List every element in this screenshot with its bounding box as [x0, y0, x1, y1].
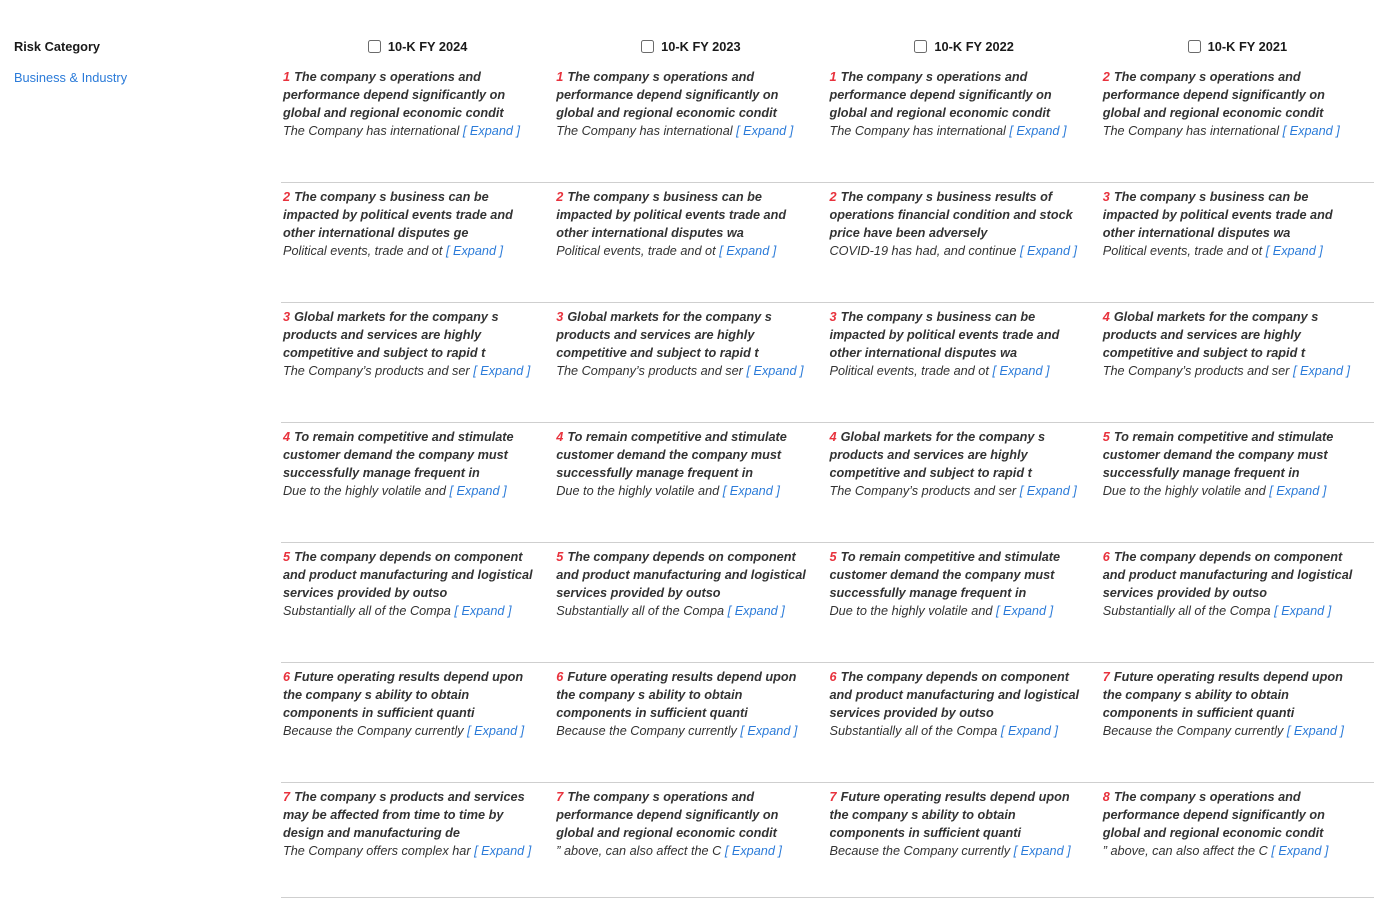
risk-factor-title — [283, 428, 541, 482]
risk-factor-title-text: To remain competitive and stimulate customer demand the company must successfully manage frequent in — [1102, 430, 1334, 480]
expand-link[interactable]: [ Expand ] — [722, 484, 780, 498]
risk-factor-title — [1103, 428, 1361, 482]
expand-link[interactable]: [ Expand ] — [467, 724, 525, 738]
risk-factor-title — [1103, 68, 1361, 122]
expand-link[interactable]: [ Expand ] — [474, 844, 532, 858]
risk-factor-number: 1 — [283, 70, 291, 84]
risk-factor-title-text: Future operating results depend upon the company s ability to obtain components in sufficient quanti — [556, 670, 797, 720]
risk-factor-title-text: Global markets for the company s products and services are highly competitive and subject to rapid t — [556, 310, 772, 360]
risk-factor-title-text: The company s products and services may be affected from time to time by design and manufacturing de — [283, 790, 525, 840]
risk-factor-cell — [1101, 663, 1374, 782]
risk-factor-snippet — [283, 722, 541, 740]
risk-factor-snippet — [556, 842, 814, 860]
risk-factor-number: 4 — [829, 430, 837, 444]
expand-link[interactable]: [ Expand ] — [1292, 364, 1351, 378]
risk-factor-title-text: The company s business can be impacted by political events trade and other international disputes wa — [556, 190, 787, 240]
risk-factor-title-text: Global markets for the company s products and services are highly competitive and subject to rapid t — [829, 430, 1046, 480]
risk-factor-cell — [1101, 303, 1374, 422]
risk-factor-snippet-text: Political events, trade and ot — [1102, 244, 1263, 258]
risk-factor-title-text: The company s operations and performance depend significantly on global and regional economic condit — [283, 70, 506, 120]
expand-link[interactable]: [ Expand ] — [746, 364, 804, 378]
risk-factor-snippet — [830, 242, 1088, 260]
risk-factor-number: 1 — [556, 70, 564, 84]
risk-factor-snippet-text: Because the Company currently — [283, 724, 464, 738]
expand-link[interactable]: [ Expand ] — [1271, 844, 1329, 858]
expand-link[interactable]: [ Expand ] — [454, 604, 512, 618]
risk-factor-number: 2 — [283, 190, 291, 204]
risk-factor-title — [1103, 188, 1361, 242]
risk-factor-snippet — [556, 362, 814, 380]
risk-factor-number: 6 — [1102, 550, 1110, 564]
risk-factor-snippet — [283, 842, 541, 860]
risk-factor-title-text: Global markets for the company s products and services are highly competitive and subject to rapid t — [283, 310, 499, 360]
expand-link[interactable]: [ Expand ] — [724, 844, 782, 858]
risk-factor-title-text: The company s operations and performance depend significantly on global and regional economic condit — [1102, 70, 1325, 120]
risk-factor-number: 4 — [556, 430, 564, 444]
risk-factor-snippet-text: Substantially all of the Compa — [829, 724, 998, 738]
risk-factor-number: 7 — [829, 790, 837, 804]
expand-link[interactable]: [ Expand ] — [1009, 124, 1067, 138]
risk-factor-snippet-text: The Company’s products and ser — [283, 364, 470, 378]
risk-factor-snippet-text: COVID-19 has had, and continue — [829, 244, 1017, 258]
risk-factor-number: 6 — [829, 670, 837, 684]
risk-factor-cell — [281, 423, 554, 542]
risk-factor-snippet — [283, 122, 541, 140]
risk-factor-cell — [1101, 543, 1374, 662]
risk-factor-title — [283, 68, 541, 122]
risk-factor-number: 4 — [283, 430, 291, 444]
risk-factor-cell — [828, 183, 1101, 302]
risk-factor-title — [556, 308, 814, 362]
risk-factor-cell — [554, 783, 827, 897]
column-header-fy2021 — [1101, 36, 1374, 63]
risk-factor-title — [556, 548, 814, 602]
risk-factor-title-text: The company s business can be impacted by political events trade and other international disputes ge — [283, 190, 513, 240]
risk-factor-snippet — [830, 482, 1088, 500]
risk-factor-cell — [554, 303, 827, 422]
risk-factor-number: 3 — [283, 310, 291, 324]
risk-factor-title — [283, 188, 541, 242]
expand-link[interactable]: [ Expand ] — [1265, 244, 1323, 258]
risk-factor-title-text: The company s business can be impacted by political events trade and other international disputes wa — [1102, 190, 1333, 240]
expand-link[interactable]: [ Expand ] — [462, 124, 520, 138]
risk-factor-title-text: The company s operations and performance depend significantly on global and regional economic condit — [556, 70, 779, 120]
risk-factor-number: 3 — [1102, 190, 1110, 204]
risk-factor-snippet — [1103, 722, 1361, 740]
risk-factor-number: 8 — [1102, 790, 1110, 804]
risk-factor-title-text: The company s operations and performance depend significantly on global and regional economic condit — [1102, 790, 1325, 840]
column-header-fy2023 — [554, 36, 827, 63]
expand-link[interactable]: [ Expand ] — [727, 604, 785, 618]
expand-link[interactable]: [ Expand ] — [449, 484, 507, 498]
risk-category-heading: Risk Category — [14, 39, 101, 54]
risk-factor-snippet-text: ” above, can also affect the C — [1102, 844, 1268, 858]
risk-factor-number: 2 — [1102, 70, 1110, 84]
risk-factor-snippet — [556, 242, 814, 260]
risk-factor-snippet — [1103, 602, 1361, 620]
risk-factor-number: 7 — [283, 790, 291, 804]
risk-factor-title-text: Global markets for the company s products and services are highly competitive and subject to rapid t — [1102, 310, 1319, 360]
risk-factor-number: 3 — [829, 310, 837, 324]
risk-comparison-grid — [281, 36, 1374, 898]
risk-factor-snippet-text: The Company has international — [1102, 124, 1280, 138]
risk-factor-cell — [554, 183, 827, 302]
expand-link[interactable]: [ Expand ] — [995, 604, 1054, 618]
risk-factor-snippet — [830, 842, 1088, 860]
risk-factor-snippet — [556, 122, 814, 140]
column-header-fy2022 — [828, 36, 1101, 63]
risk-factor-title — [830, 188, 1088, 242]
risk-factor-title-text: The company s operations and performance depend significantly on global and regional economic condit — [556, 790, 779, 840]
risk-factor-title-text: The company s business results of operations financial condition and stock price have been adversely — [829, 190, 1073, 240]
risk-factor-snippet-text: Due to the highly volatile and — [283, 484, 446, 498]
risk-factor-snippet — [283, 242, 541, 260]
risk-factor-number: 4 — [1102, 310, 1110, 324]
risk-factor-snippet-text: The Company offers complex har — [283, 844, 471, 858]
risk-factor-title — [283, 308, 541, 362]
risk-factor-title — [1103, 788, 1361, 842]
grid-header — [281, 36, 1374, 63]
risk-factor-title-text: The company s operations and performance depend significantly on global and regional economic condit — [829, 70, 1052, 120]
risk-factor-snippet — [1103, 362, 1361, 380]
risk-factor-title — [556, 788, 814, 842]
risk-factor-snippet — [1103, 242, 1361, 260]
expand-link[interactable]: [ Expand ] — [736, 124, 794, 138]
expand-link[interactable]: [ Expand ] — [1286, 724, 1344, 738]
risk-factor-title — [830, 428, 1088, 482]
risk-factor-number: 3 — [556, 310, 564, 324]
risk-factor-title-text: Future operating results depend upon the company s ability to obtain components in sufficient quanti — [829, 790, 1070, 840]
fy2024-checkbox[interactable] — [368, 40, 381, 53]
risk-factor-cell — [1101, 183, 1374, 302]
risk-factor-cell — [554, 543, 827, 662]
expand-link[interactable]: [ Expand ] — [473, 364, 531, 378]
risk-factor-snippet — [830, 362, 1088, 380]
risk-factor-title — [556, 428, 814, 482]
risk-factor-number: 6 — [556, 670, 564, 684]
risk-factor-number: 2 — [829, 190, 837, 204]
risk-factor-title-text: The company s business can be impacted by political events trade and other international disputes wa — [829, 310, 1060, 360]
risk-factor-snippet-text: Political events, trade and ot — [283, 244, 443, 258]
risk-factor-cell — [281, 183, 554, 302]
risk-factor-snippet-text: Due to the highly volatile and — [829, 604, 993, 618]
risk-factor-title — [830, 68, 1088, 122]
risk-factor-snippet-text: The Company has international — [556, 124, 733, 138]
risk-factor-title — [283, 668, 541, 722]
risk-factor-number: 7 — [556, 790, 564, 804]
risk-factor-cell — [554, 63, 827, 182]
risk-factor-snippet — [556, 722, 814, 740]
risk-factor-cell — [281, 783, 554, 897]
risk-factor-cell — [281, 663, 554, 782]
risk-factor-snippet — [283, 362, 541, 380]
risk-factor-snippet — [1103, 482, 1361, 500]
risk-factor-title — [830, 548, 1088, 602]
risk-row — [281, 663, 1374, 783]
risk-factor-title — [283, 788, 541, 842]
expand-link[interactable]: [ Expand ] — [445, 244, 504, 258]
risk-row — [281, 183, 1374, 303]
risk-factor-cell — [828, 663, 1101, 782]
risk-factor-snippet — [1103, 122, 1361, 140]
risk-factor-title-text: The company depends on component and product manufacturing and logistical services provided by outso — [283, 550, 533, 600]
risk-factor-snippet-text: The Company’s products and ser — [829, 484, 1017, 498]
risk-factor-number: 1 — [829, 70, 837, 84]
risk-row — [281, 543, 1374, 663]
risk-factor-snippet-text: Because the Company currently — [829, 844, 1011, 858]
expand-link[interactable]: [ Expand ] — [992, 364, 1050, 378]
risk-factor-snippet-text: The Company has international — [283, 124, 460, 138]
risk-factor-number: 5 — [556, 550, 564, 564]
risk-factor-title — [830, 668, 1088, 722]
risk-factor-title-text: To remain competitive and stimulate customer demand the company must successfully manage frequent in — [283, 430, 514, 480]
risk-factor-cell — [828, 543, 1101, 662]
expand-link[interactable]: [ Expand ] — [1019, 484, 1077, 498]
grid-rows — [281, 63, 1374, 898]
expand-link[interactable]: [ Expand ] — [1013, 844, 1071, 858]
risk-factor-number: 2 — [556, 190, 564, 204]
expand-link[interactable]: [ Expand ] — [740, 724, 798, 738]
risk-row — [281, 423, 1374, 543]
risk-factor-title-text: To remain competitive and stimulate customer demand the company must successfully manage frequent in — [556, 430, 787, 480]
risk-factor-title — [830, 788, 1088, 842]
risk-factor-snippet — [283, 602, 541, 620]
risk-factor-number: 7 — [1102, 670, 1110, 684]
risk-factor-snippet — [1103, 842, 1361, 860]
risk-factor-title — [556, 668, 814, 722]
risk-factor-snippet-text: The Company has international — [829, 124, 1006, 138]
risk-factor-snippet — [556, 482, 814, 500]
risk-factor-snippet-text: Substantially all of the Compa — [556, 604, 725, 618]
risk-factor-number: 5 — [283, 550, 291, 564]
fy2022-label: 10-K FY 2022 — [934, 39, 1014, 54]
expand-link[interactable]: [ Expand ] — [719, 244, 777, 258]
risk-factor-snippet-text: The Company’s products and ser — [556, 364, 743, 378]
risk-factor-title-text: The company depends on component and product manufacturing and logistical services provided by outso — [1102, 550, 1353, 600]
risk-factor-snippet — [830, 722, 1088, 740]
risk-factor-number: 5 — [1102, 430, 1110, 444]
risk-factor-title — [1103, 668, 1361, 722]
expand-link[interactable]: [ Expand ] — [1019, 244, 1078, 258]
risk-factor-title — [283, 548, 541, 602]
risk-factor-title-text: The company depends on component and product manufacturing and logistical services provided by outso — [556, 550, 806, 600]
risk-row — [281, 303, 1374, 423]
risk-factor-cell — [828, 303, 1101, 422]
risk-factor-snippet-text: The Company’s products and ser — [1102, 364, 1290, 378]
risk-factor-title — [1103, 308, 1361, 362]
risk-factor-snippet-text: Because the Company currently — [556, 724, 737, 738]
risk-factor-snippet-text: Political events, trade and ot — [829, 364, 989, 378]
risk-factor-snippet-text: Substantially all of the Compa — [283, 604, 451, 618]
expand-link[interactable]: [ Expand ] — [1274, 604, 1332, 618]
risk-factor-title — [556, 188, 814, 242]
risk-factor-cell — [554, 663, 827, 782]
risk-row — [281, 783, 1374, 898]
risk-factor-number: 5 — [829, 550, 837, 564]
risk-factor-title — [556, 68, 814, 122]
fy2021-checkbox[interactable] — [1188, 40, 1201, 53]
expand-link[interactable]: [ Expand ] — [1282, 124, 1340, 138]
fy2023-checkbox[interactable] — [641, 40, 654, 53]
risk-factor-title — [830, 308, 1088, 362]
risk-factor-title-text: The company depends on component and product manufacturing and logistical services provided by outso — [829, 670, 1080, 720]
risk-factor-cell — [828, 423, 1101, 542]
expand-link[interactable]: [ Expand ] — [1000, 724, 1059, 738]
risk-factor-cell — [1101, 63, 1374, 182]
risk-factor-cell — [281, 63, 554, 182]
column-header-fy2024 — [281, 36, 554, 63]
risk-factor-title-text: Future operating results depend upon the company s ability to obtain components in sufficient quanti — [1102, 670, 1343, 720]
risk-factor-snippet — [830, 122, 1088, 140]
expand-link[interactable]: [ Expand ] — [1269, 484, 1327, 498]
risk-factor-cell — [281, 543, 554, 662]
risk-factor-snippet — [556, 602, 814, 620]
risk-factor-cell — [1101, 783, 1374, 897]
risk-factor-snippet — [830, 602, 1088, 620]
risk-factor-snippet-text: Due to the highly volatile and — [556, 484, 720, 498]
risk-factor-snippet-text: Political events, trade and ot — [556, 244, 716, 258]
risk-factor-snippet-text: Due to the highly volatile and — [1102, 484, 1266, 498]
risk-factor-snippet-text: ” above, can also affect the C — [556, 844, 722, 858]
risk-factor-cell — [554, 423, 827, 542]
fy2024-label: 10-K FY 2024 — [387, 39, 468, 54]
risk-factor-cell — [281, 303, 554, 422]
risk-factor-snippet-text: Substantially all of the Compa — [1102, 604, 1271, 618]
risk-factor-cell — [828, 783, 1101, 897]
risk-row — [281, 63, 1374, 183]
fy2022-checkbox[interactable] — [914, 40, 927, 53]
risk-factor-cell — [828, 63, 1101, 182]
risk-factor-title-text: To remain competitive and stimulate customer demand the company must successfully manage frequent in — [829, 550, 1061, 600]
risk-factor-snippet — [283, 482, 541, 500]
risk-factor-cell — [1101, 423, 1374, 542]
risk-factor-snippet-text: Because the Company currently — [1102, 724, 1284, 738]
risk-factor-number: 6 — [283, 670, 291, 684]
fy2021-label: 10-K FY 2021 — [1207, 39, 1288, 54]
risk-factor-title — [1103, 548, 1361, 602]
sidebar-item-business-industry[interactable]: Business & Industry — [14, 70, 128, 85]
fy2023-label: 10-K FY 2023 — [661, 39, 741, 54]
risk-factor-title-text: Future operating results depend upon the company s ability to obtain components in sufficient quanti — [283, 670, 524, 720]
